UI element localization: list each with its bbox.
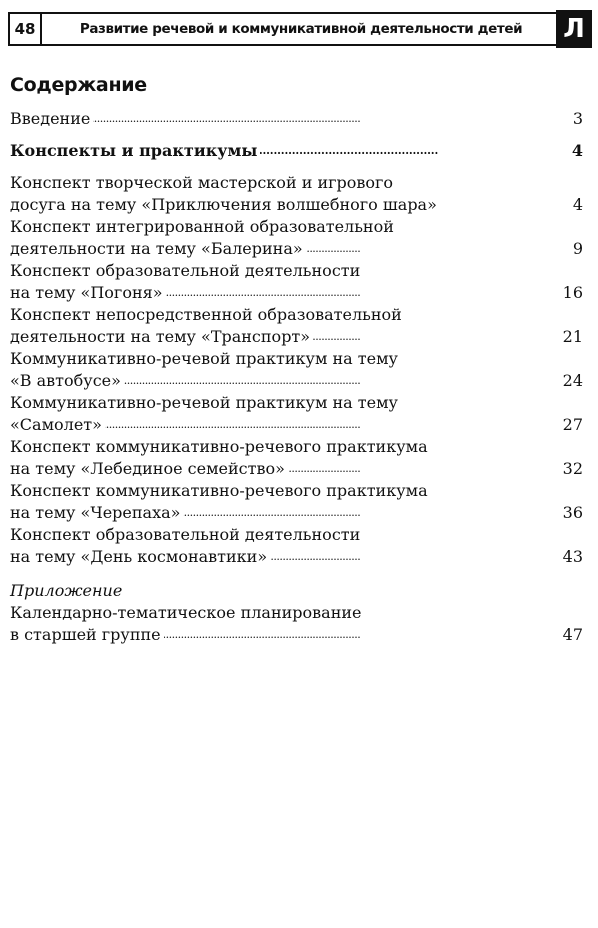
toc-entry[interactable] <box>10 436 583 480</box>
toc-entry-page: 4 <box>568 140 583 162</box>
toc-entry-page: 36 <box>559 502 583 524</box>
toc-entry[interactable] <box>10 216 583 260</box>
toc-entry-title-cont: на тему «Лебединое семейство» <box>10 459 288 478</box>
toc-entry-title-cont: на тему «День космонавтики» <box>10 547 270 566</box>
toc-entry[interactable] <box>10 392 583 436</box>
toc-entry-title: Календарно-тематическое планирование <box>10 603 362 622</box>
toc-entry-title: Конспект интегрированной образовательной <box>10 217 394 236</box>
toc-entry-title: Конспекты и практикумы <box>10 141 260 160</box>
toc-entry-title: Конспект творческой мастерской и игрового <box>10 173 394 192</box>
toc-entry-title: Конспект непосредственной образовательной <box>10 305 402 324</box>
toc-heading: Содержание <box>10 74 147 96</box>
toc-entry-page: 24 <box>559 370 583 392</box>
toc-entry-title-cont: «Самолет» <box>10 415 105 434</box>
appendix-label: Приложение <box>10 581 123 600</box>
toc-entry[interactable] <box>10 260 583 304</box>
toc-entry[interactable] <box>10 480 583 524</box>
toc-entry-title-cont: «В автобусе» <box>10 371 124 390</box>
toc-entry-title-cont: на тему «Черепаха» <box>10 503 183 522</box>
running-header <box>8 12 592 48</box>
toc-entry-title-cont: досуга на тему «Приключения волшебного шара» <box>10 195 440 214</box>
toc-entry-page: 47 <box>559 624 583 646</box>
toc-entry-title: Коммуникативно-речевой практикум на тему <box>10 349 398 368</box>
toc-entry-title: Конспект образовательной деятельности <box>10 525 361 544</box>
running-title: Развитие речевой и коммуникативной деятельности детей <box>42 12 560 46</box>
toc-entry-page: 32 <box>559 458 583 480</box>
toc-entry-page: 43 <box>559 546 583 568</box>
toc-entry-title: Конспект образовательной деятельности <box>10 261 361 280</box>
toc-entry-page: 16 <box>559 282 583 304</box>
section-badge: Л <box>556 10 592 48</box>
toc-entry-title: Конспект коммуникативно-речевого практикума <box>10 481 428 500</box>
toc-entry-title-cont: на тему «Погоня» <box>10 283 166 302</box>
toc-entry[interactable] <box>10 172 583 216</box>
toc-entry-introduction[interactable] <box>10 108 583 130</box>
toc-entry-page: 21 <box>559 326 583 348</box>
toc-entry[interactable] <box>10 348 583 392</box>
toc-entry-page: 27 <box>559 414 583 436</box>
toc-entry-page: 4 <box>569 194 583 216</box>
table-of-contents <box>10 108 583 646</box>
page-number: 48 <box>8 12 42 46</box>
toc-entry-title-cont: деятельности на тему «Транспорт» <box>10 327 313 346</box>
toc-entry-title-cont: деятельности на тему «Балерина» <box>10 239 306 258</box>
toc-entry-section-notes[interactable] <box>10 140 583 162</box>
toc-entry-page: 3 <box>569 108 583 130</box>
toc-entry-title-cont: в старшей группе <box>10 625 164 644</box>
toc-entry-page: 9 <box>569 238 583 260</box>
toc-entry-appendix[interactable] <box>10 602 583 646</box>
toc-entry-title: Введение <box>10 109 93 128</box>
toc-entry[interactable] <box>10 304 583 348</box>
toc-entry[interactable] <box>10 524 583 568</box>
toc-entry-title: Конспект коммуникативно-речевого практикума <box>10 437 428 456</box>
toc-entry-title: Коммуникативно-речевой практикум на тему <box>10 393 398 412</box>
